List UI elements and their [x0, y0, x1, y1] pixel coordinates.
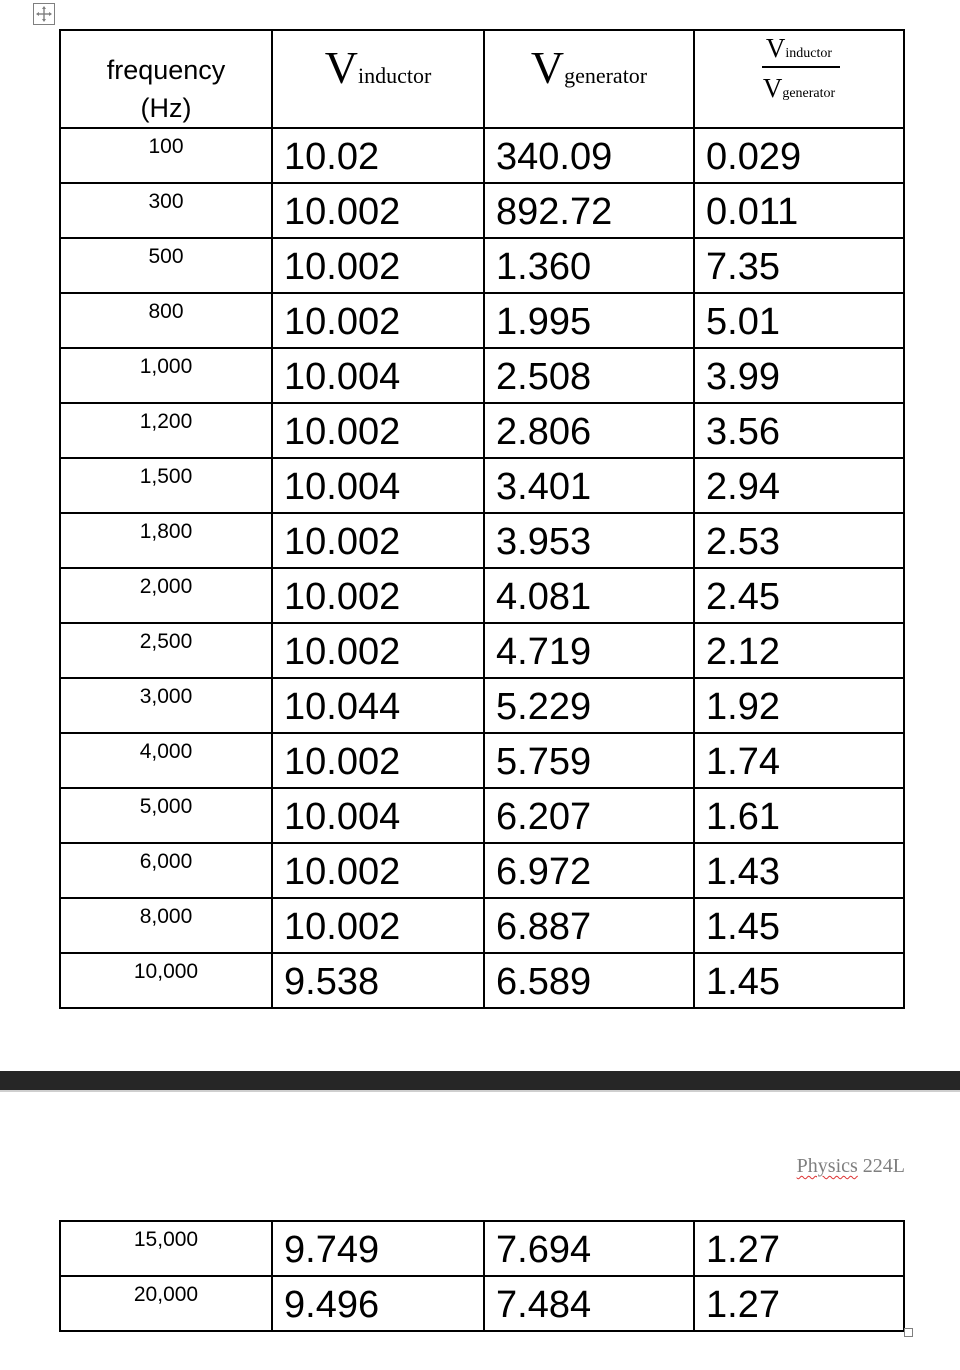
v-inductor-cell: 9.538 — [272, 953, 484, 1008]
frequency-cell: 1,000 — [60, 348, 272, 403]
generator-subscript: generator — [564, 63, 648, 88]
v-generator-cell: 6.887 — [484, 898, 694, 953]
ratio-cell: 2.12 — [694, 623, 904, 678]
ratio-cell: 3.56 — [694, 403, 904, 458]
v-inductor-cell: 10.002 — [272, 733, 484, 788]
frequency-cell: 300 — [60, 183, 272, 238]
v-generator-cell: 6.207 — [484, 788, 694, 843]
table-row — [60, 458, 904, 513]
table-row — [60, 403, 904, 458]
v-generator-cell: 3.401 — [484, 458, 694, 513]
v-inductor-cell: 9.496 — [272, 1276, 484, 1331]
ratio-cell: 1.61 — [694, 788, 904, 843]
v-symbol: V — [762, 73, 783, 103]
ratio-cell: 5.01 — [694, 293, 904, 348]
v-generator-cell: 6.589 — [484, 953, 694, 1008]
frequency-cell: 15,000 — [60, 1221, 272, 1276]
v-inductor-cell: 10.002 — [272, 183, 484, 238]
ratio-cell: 0.011 — [694, 183, 904, 238]
frequency-cell: 800 — [60, 293, 272, 348]
table-row — [60, 513, 904, 568]
table-row — [60, 183, 904, 238]
v-symbol: V — [324, 42, 358, 93]
ratio-cell: 1.74 — [694, 733, 904, 788]
v-inductor-cell: 10.002 — [272, 293, 484, 348]
running-header — [797, 1155, 905, 1178]
frequency-cell: 10,000 — [60, 953, 272, 1008]
frequency-cell: 1,800 — [60, 513, 272, 568]
ratio-numerator — [695, 33, 903, 64]
page-break-divider — [0, 1071, 960, 1092]
v-generator-cell: 340.09 — [484, 128, 694, 183]
frequency-cell: 500 — [60, 238, 272, 293]
table-row — [60, 788, 904, 843]
course-word: Physics — [796, 1155, 858, 1177]
data-table — [59, 29, 905, 1009]
v-generator-cell: 892.72 — [484, 183, 694, 238]
frequency-cell: 20,000 — [60, 1276, 272, 1331]
v-generator-cell: 2.806 — [484, 403, 694, 458]
table-row — [60, 953, 904, 1008]
generator-subscript: generator — [782, 86, 836, 101]
data-table-continued — [59, 1220, 905, 1332]
ratio-denominator — [695, 73, 903, 104]
table-resize-icon[interactable] — [904, 1328, 913, 1337]
table-row — [60, 348, 904, 403]
ratio-cell: 2.53 — [694, 513, 904, 568]
ratio-cell: 2.94 — [694, 458, 904, 513]
table-row — [60, 623, 904, 678]
v-generator-cell: 7.484 — [484, 1276, 694, 1331]
frequency-header-unit: (Hz) — [140, 93, 192, 123]
ratio-header — [694, 30, 904, 128]
v-generator-cell: 6.972 — [484, 843, 694, 898]
inductor-subscript: inductor — [357, 63, 432, 88]
v-generator-cell: 3.953 — [484, 513, 694, 568]
frequency-cell: 3,000 — [60, 678, 272, 733]
ratio-cell: 0.029 — [694, 128, 904, 183]
v-inductor-cell: 9.749 — [272, 1221, 484, 1276]
frequency-cell: 6,000 — [60, 843, 272, 898]
frequency-cell: 2,000 — [60, 568, 272, 623]
v-inductor-cell: 10.004 — [272, 348, 484, 403]
v-generator-cell: 4.081 — [484, 568, 694, 623]
table-row — [60, 568, 904, 623]
v-generator-cell: 5.759 — [484, 733, 694, 788]
frequency-cell: 1,500 — [60, 458, 272, 513]
table-row — [60, 293, 904, 348]
frequency-cell: 100 — [60, 128, 272, 183]
frequency-header-label: frequency — [106, 55, 226, 85]
table-row — [60, 238, 904, 293]
v-inductor-header — [272, 30, 484, 128]
frequency-cell: 4,000 — [60, 733, 272, 788]
table-row — [60, 733, 904, 788]
fraction-bar — [762, 66, 840, 68]
v-generator-cell: 4.719 — [484, 623, 694, 678]
v-symbol: V — [530, 42, 565, 93]
v-inductor-cell: 10.004 — [272, 458, 484, 513]
table-row — [60, 843, 904, 898]
ratio-cell: 1.45 — [694, 953, 904, 1008]
frequency-cell: 1,200 — [60, 403, 272, 458]
course-number: 224L — [862, 1155, 905, 1177]
v-inductor-cell: 10.002 — [272, 238, 484, 293]
table-header-row — [60, 30, 904, 128]
v-generator-cell: 1.995 — [484, 293, 694, 348]
v-inductor-cell: 10.004 — [272, 788, 484, 843]
ratio-cell: 1.27 — [694, 1221, 904, 1276]
frequency-cell: 2,500 — [60, 623, 272, 678]
table-row — [60, 898, 904, 953]
ratio-cell: 1.92 — [694, 678, 904, 733]
v-generator-cell: 1.360 — [484, 238, 694, 293]
v-generator-cell: 2.508 — [484, 348, 694, 403]
table-row — [60, 1276, 904, 1331]
v-symbol: V — [765, 33, 786, 63]
table-row — [60, 128, 904, 183]
v-inductor-cell: 10.002 — [272, 403, 484, 458]
v-generator-cell: 5.229 — [484, 678, 694, 733]
ratio-cell: 1.27 — [694, 1276, 904, 1331]
table-move-icon[interactable] — [33, 3, 55, 25]
v-inductor-cell: 10.02 — [272, 128, 484, 183]
ratio-cell: 7.35 — [694, 238, 904, 293]
table-row — [60, 678, 904, 733]
v-inductor-cell: 10.002 — [272, 568, 484, 623]
ratio-cell: 1.45 — [694, 898, 904, 953]
v-generator-header — [484, 30, 694, 128]
v-inductor-cell: 10.002 — [272, 898, 484, 953]
v-inductor-cell: 10.044 — [272, 678, 484, 733]
v-inductor-cell: 10.002 — [272, 513, 484, 568]
v-generator-cell: 7.694 — [484, 1221, 694, 1276]
frequency-header — [60, 30, 272, 128]
ratio-cell: 1.43 — [694, 843, 904, 898]
inductor-subscript: inductor — [785, 46, 833, 61]
table-row — [60, 1221, 904, 1276]
ratio-cell: 3.99 — [694, 348, 904, 403]
v-inductor-cell: 10.002 — [272, 843, 484, 898]
frequency-cell: 5,000 — [60, 788, 272, 843]
v-inductor-cell: 10.002 — [272, 623, 484, 678]
ratio-cell: 2.45 — [694, 568, 904, 623]
frequency-cell: 8,000 — [60, 898, 272, 953]
